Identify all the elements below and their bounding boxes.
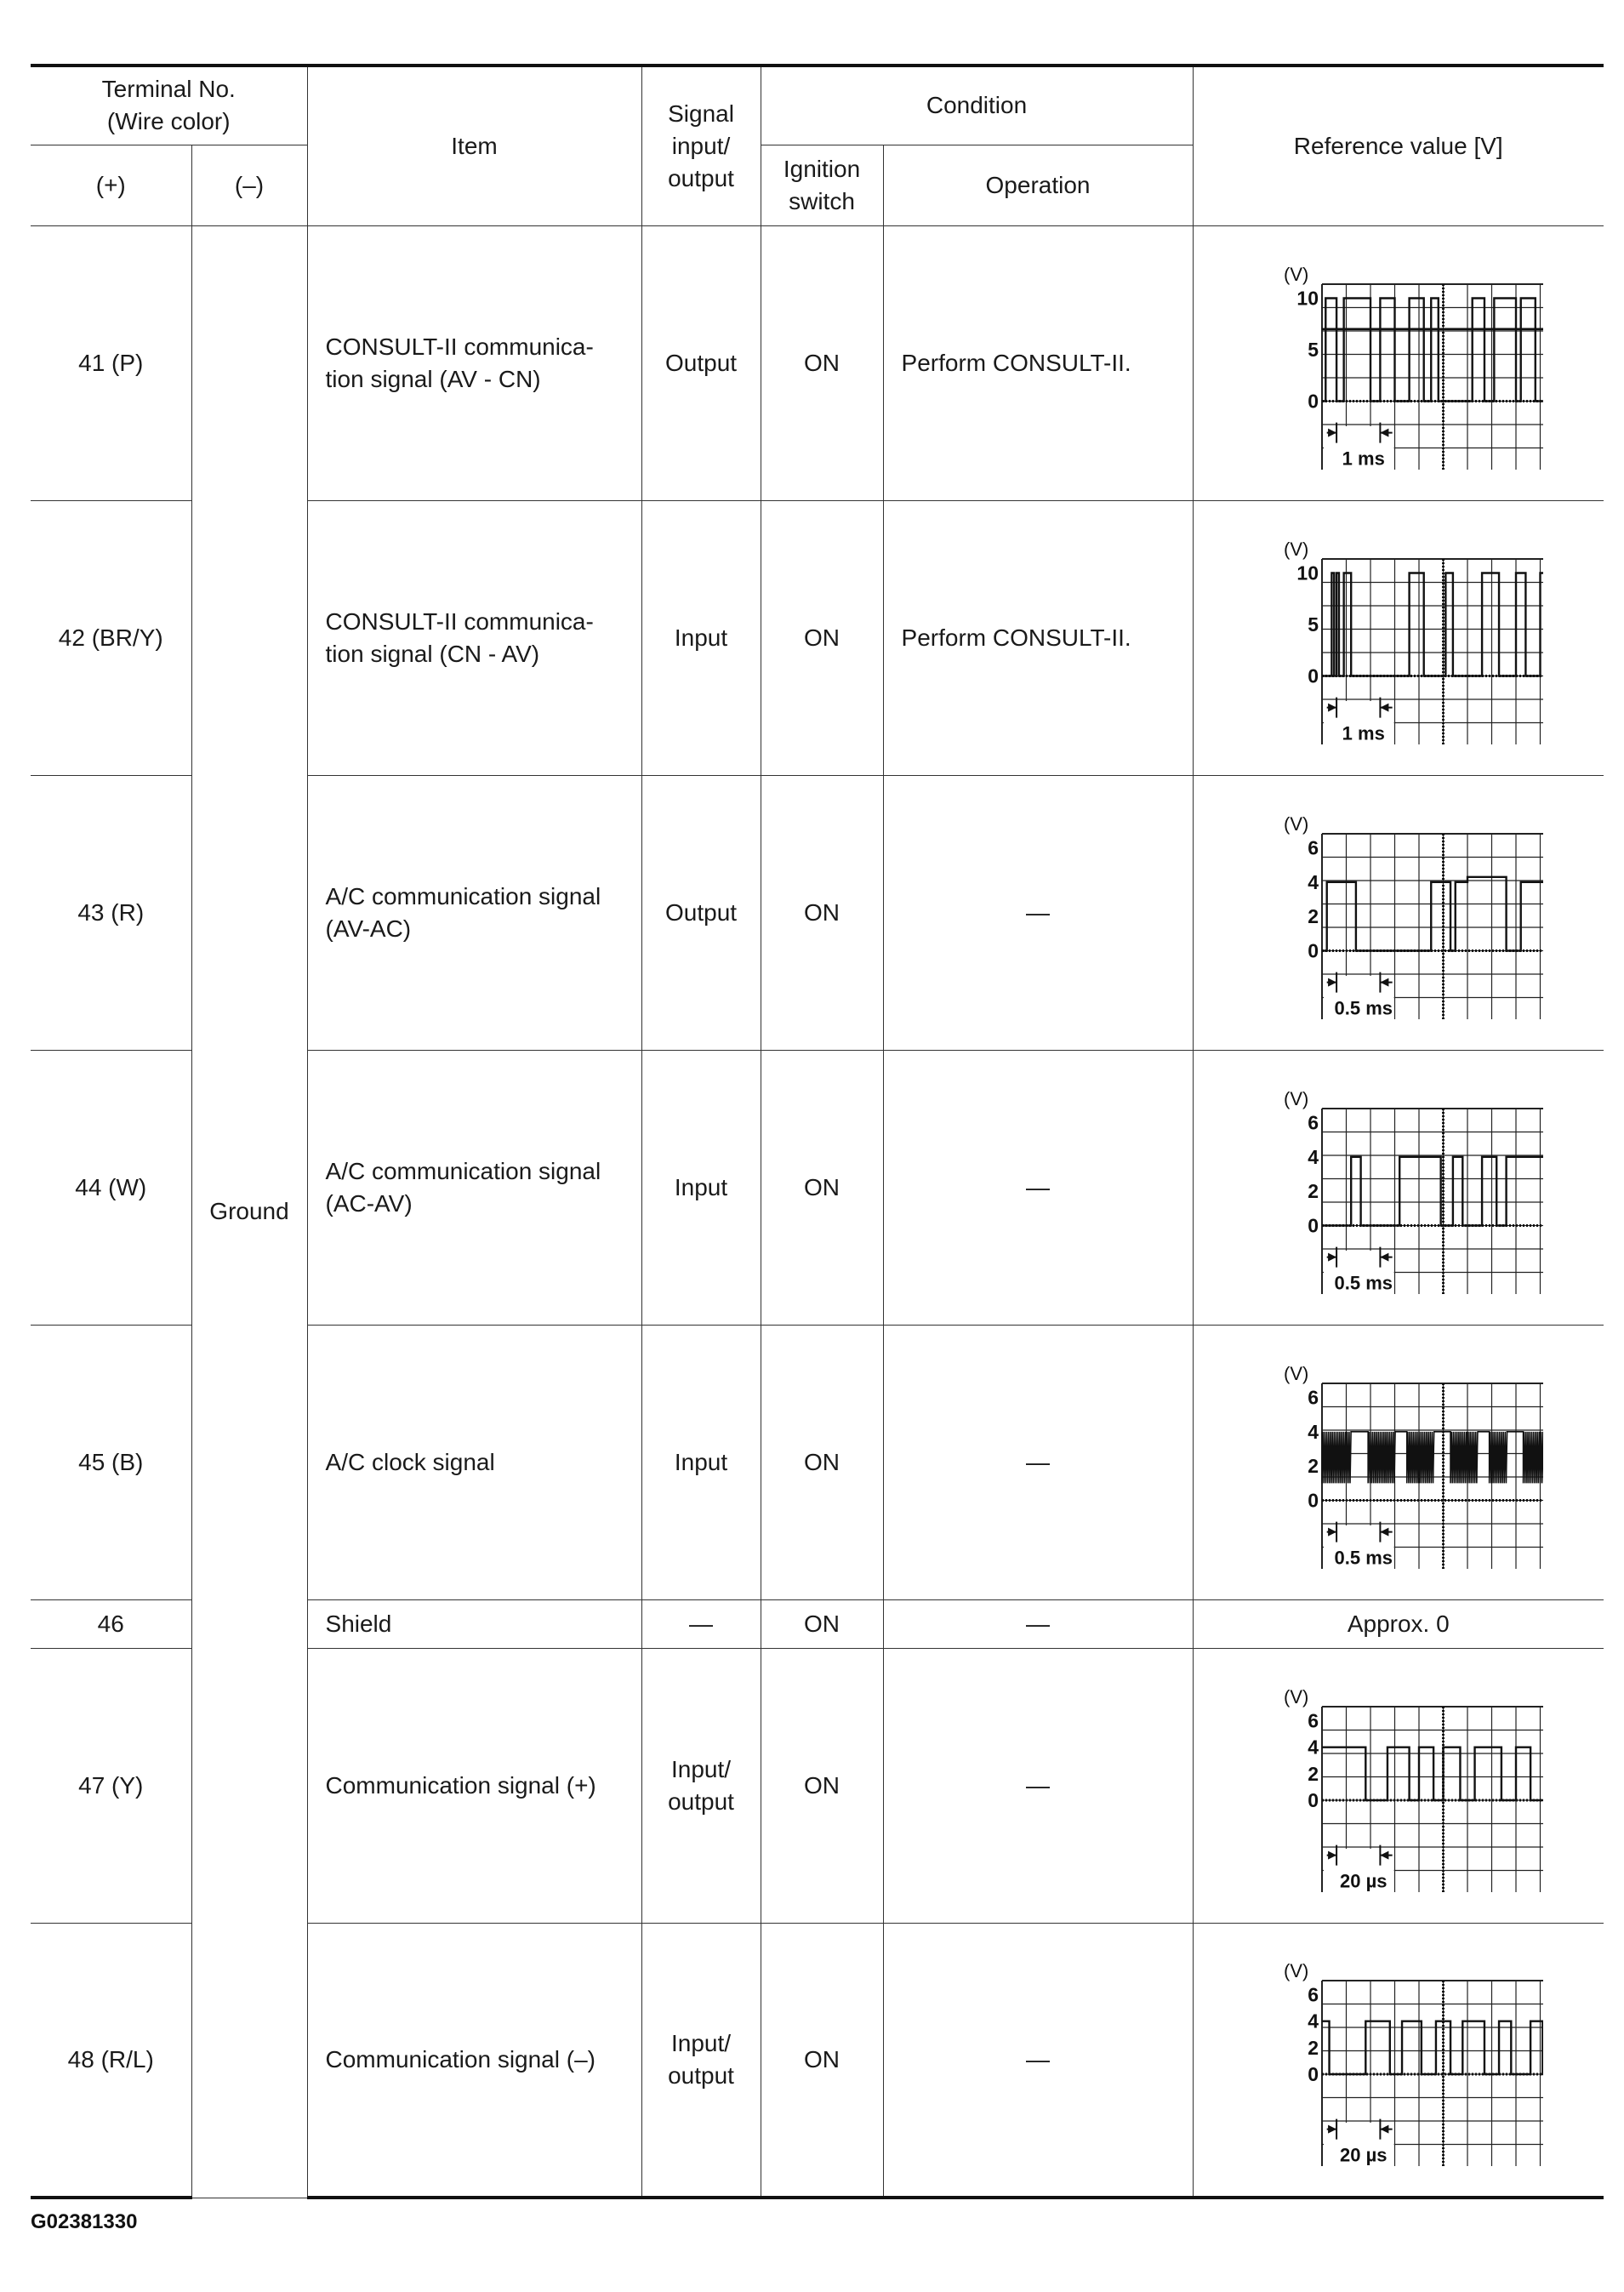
item-cell: Shield xyxy=(307,1599,641,1648)
unit-label: (V) xyxy=(1283,538,1309,560)
header-condition: Condition xyxy=(761,66,1193,145)
unit-label: (V) xyxy=(1283,1959,1309,1981)
header-minus: (–) xyxy=(191,145,307,225)
operation-cell: — xyxy=(883,1325,1193,1599)
item-cell: A/C clock signal xyxy=(307,1325,641,1599)
header-signal-io-label: Signal input/ output xyxy=(668,100,734,191)
operation-cell: Perform CONSULT-II. xyxy=(883,225,1193,500)
y-tick-label: 4 xyxy=(1307,870,1319,893)
signal-io-cell: Input xyxy=(641,1050,761,1325)
header-terminal-no xyxy=(31,66,307,145)
terminal-cell: 44 (W) xyxy=(31,1050,191,1325)
y-tick-label: 0 xyxy=(1307,1489,1319,1511)
terminal-cell: 41 (P) xyxy=(31,225,191,500)
reference-value-cell xyxy=(1193,1050,1604,1325)
oscilloscope-waveform xyxy=(1254,1081,1543,1294)
item-cell: CONSULT-II communica- tion signal (CN - AV) xyxy=(307,500,641,775)
oscilloscope-waveform xyxy=(1254,1356,1543,1569)
time-div-label: 20 µs xyxy=(1339,1870,1388,1891)
waveform-trace xyxy=(1322,876,1543,950)
header-plus: (+) xyxy=(31,145,191,225)
reference-value-cell xyxy=(1193,1325,1604,1599)
reference-value-cell xyxy=(1193,1923,1604,2198)
terminal-cell: 47 (Y) xyxy=(31,1648,191,1923)
operation-cell: — xyxy=(883,1599,1193,1648)
time-div-label: 0.5 ms xyxy=(1334,997,1393,1018)
unit-label: (V) xyxy=(1283,1087,1309,1109)
ignition-cell: ON xyxy=(761,1599,883,1648)
y-tick-label: 5 xyxy=(1307,338,1319,361)
y-tick-label: 0 xyxy=(1307,939,1319,961)
operation-cell: — xyxy=(883,775,1193,1050)
reference-value-cell xyxy=(1193,1648,1604,1923)
terminal-cell: 48 (R/L) xyxy=(31,1923,191,2198)
ignition-cell: ON xyxy=(761,225,883,500)
time-div-label: 1 ms xyxy=(1342,448,1385,469)
header-ignition-switch xyxy=(761,145,883,225)
item-cell: A/C communication signal (AC-AV) xyxy=(307,1050,641,1325)
y-tick-label: 2 xyxy=(1307,2036,1319,2059)
signal-io-cell: Input xyxy=(641,500,761,775)
item-cell: A/C communication signal (AV-AC) xyxy=(307,775,641,1050)
header-wire-color-label: (Wire color) xyxy=(106,108,231,135)
y-tick-label: 5 xyxy=(1307,613,1319,636)
terminal-reference-table xyxy=(31,64,1604,2199)
terminal-cell: 46 xyxy=(31,1599,191,1648)
header-item: Item xyxy=(307,66,641,225)
y-tick-label: 4 xyxy=(1307,1420,1319,1443)
item-cell: CONSULT-II communica- tion signal (AV - CN) xyxy=(307,225,641,500)
y-tick-label: 6 xyxy=(1307,1111,1319,1133)
waveform-trace xyxy=(1322,1431,1543,1483)
item-cell: Communication signal (–) xyxy=(307,1923,641,2198)
time-div-label: 1 ms xyxy=(1342,722,1385,744)
header-reference-value: Reference value [V] xyxy=(1193,66,1604,225)
y-tick-label: 2 xyxy=(1307,1762,1319,1785)
waveform-trace xyxy=(1322,1156,1543,1225)
y-tick-label: 10 xyxy=(1296,287,1319,309)
unit-label: (V) xyxy=(1283,1685,1309,1708)
oscilloscope-waveform xyxy=(1254,807,1543,1019)
operation-cell: Perform CONSULT-II. xyxy=(883,500,1193,775)
time-div-label: 20 µs xyxy=(1339,2144,1388,2166)
y-tick-label: 4 xyxy=(1307,1145,1319,1168)
time-div-label: 0.5 ms xyxy=(1334,1547,1393,1568)
y-tick-label: 6 xyxy=(1307,1983,1319,2006)
operation-cell: — xyxy=(883,1923,1193,2198)
signal-io-cell: Input/ output xyxy=(641,1923,761,2198)
header-operation: Operation xyxy=(883,145,1193,225)
reference-value-cell: Approx. 0 xyxy=(1193,1599,1604,1648)
header-terminal-no-label: Terminal No. xyxy=(101,76,236,103)
waveform-trace xyxy=(1322,1747,1543,1799)
ignition-cell: ON xyxy=(761,1050,883,1325)
operation-cell: — xyxy=(883,1050,1193,1325)
ignition-cell: ON xyxy=(761,1923,883,2198)
y-tick-label: 4 xyxy=(1307,2010,1319,2033)
ignition-cell: ON xyxy=(761,775,883,1050)
oscilloscope-waveform xyxy=(1254,1679,1543,1892)
signal-io-cell: — xyxy=(641,1599,761,1648)
table-row xyxy=(31,225,1604,500)
figure-code: G02381330 xyxy=(31,2210,138,2233)
reference-value-cell xyxy=(1193,225,1604,500)
signal-io-cell: Input xyxy=(641,1325,761,1599)
ignition-cell: ON xyxy=(761,1648,883,1923)
reference-value-cell xyxy=(1193,775,1604,1050)
y-tick-label: 0 xyxy=(1307,1214,1319,1236)
unit-label: (V) xyxy=(1283,812,1309,835)
y-tick-label: 10 xyxy=(1296,562,1319,584)
oscilloscope-waveform xyxy=(1254,1953,1543,2166)
oscilloscope-waveform xyxy=(1254,257,1543,470)
terminal-cell: 43 (R) xyxy=(31,775,191,1050)
time-div-label: 0.5 ms xyxy=(1334,1272,1393,1293)
reference-value-cell xyxy=(1193,500,1604,775)
ignition-cell: ON xyxy=(761,1325,883,1599)
waveform-trace xyxy=(1322,298,1543,401)
signal-io-cell: Input/ output xyxy=(641,1648,761,1923)
signal-io-cell: Output xyxy=(641,775,761,1050)
y-tick-label: 0 xyxy=(1307,1788,1319,1811)
header-ignition-switch-label: Ignition switch xyxy=(783,155,861,214)
ground-cell: Ground xyxy=(191,225,307,2198)
item-cell: Communication signal (+) xyxy=(307,1648,641,1923)
oscilloscope-waveform xyxy=(1254,532,1543,744)
y-tick-label: 2 xyxy=(1307,904,1319,927)
waveform-trace xyxy=(1322,2021,1543,2073)
header-signal-io xyxy=(641,66,761,225)
ignition-cell: ON xyxy=(761,500,883,775)
y-tick-label: 0 xyxy=(1307,664,1319,687)
y-tick-label: 2 xyxy=(1307,1454,1319,1477)
y-tick-label: 0 xyxy=(1307,2062,1319,2085)
operation-cell: — xyxy=(883,1648,1193,1923)
y-tick-label: 0 xyxy=(1307,390,1319,412)
unit-label: (V) xyxy=(1283,263,1309,285)
y-tick-label: 6 xyxy=(1307,836,1319,858)
y-tick-label: 6 xyxy=(1307,1709,1319,1731)
waveform-trace xyxy=(1322,573,1543,676)
terminal-cell: 42 (BR/Y) xyxy=(31,500,191,775)
terminal-cell: 45 (B) xyxy=(31,1325,191,1599)
y-tick-label: 4 xyxy=(1307,1736,1319,1759)
y-tick-label: 6 xyxy=(1307,1386,1319,1408)
y-tick-label: 2 xyxy=(1307,1179,1319,1202)
signal-io-cell: Output xyxy=(641,225,761,500)
unit-label: (V) xyxy=(1283,1362,1309,1384)
